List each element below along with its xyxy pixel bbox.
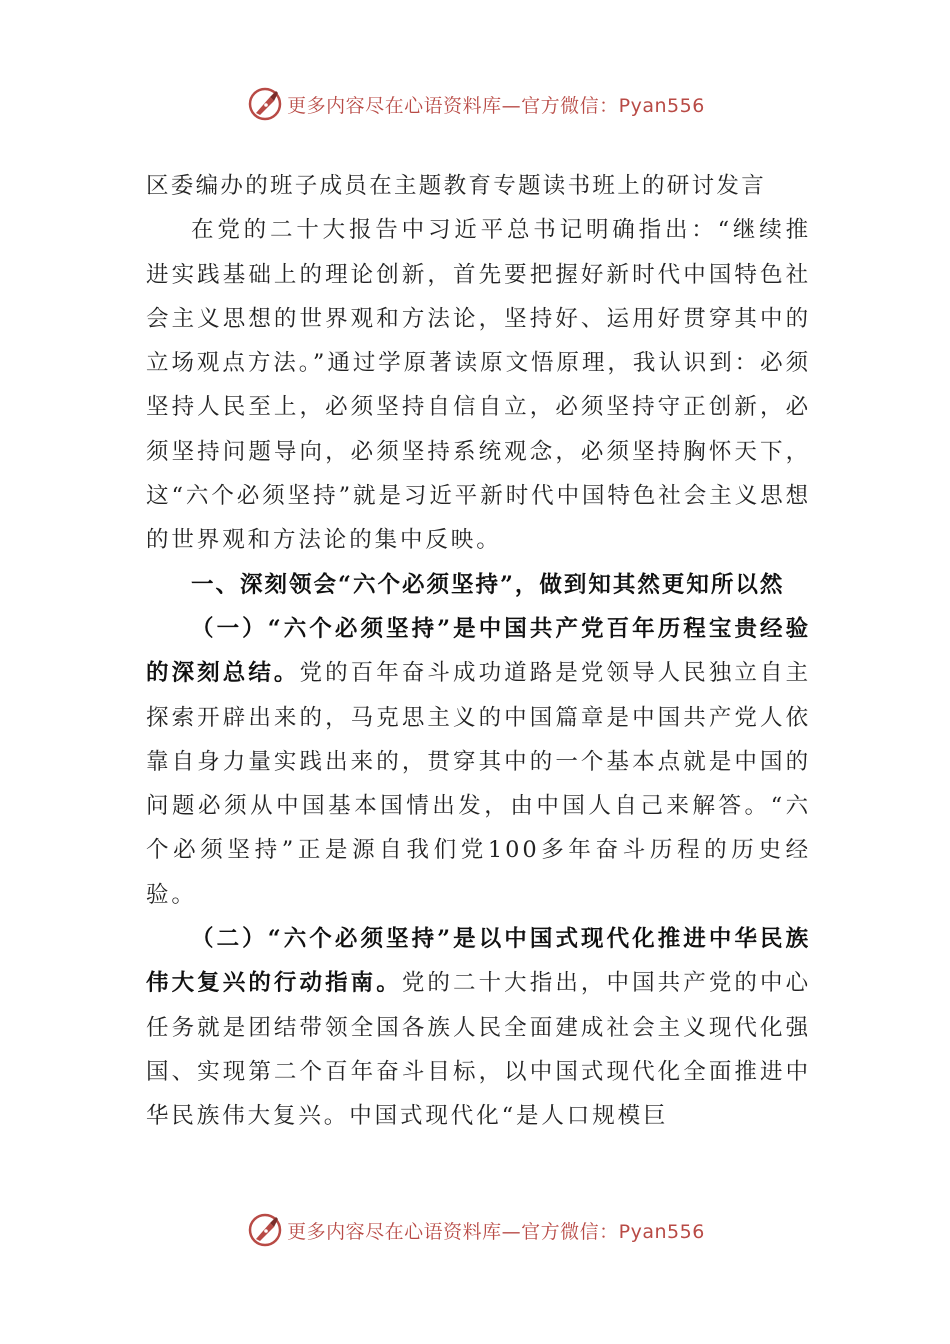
footer-watermark: [0, 1208, 950, 1252]
document-body: [146, 164, 811, 1139]
paragraph-intro: 在党的二十大报告中习近平总书记明确指出：“继续推进实践基础上的理论创新，首先要把握好新时代中国特色社会主义思想的世界观和方法论，坚持好、运用好贯穿其中的立场观点方法。”通过学原著读原文悟原理，我认识到：必须坚持人民至上，必须坚持自信自立，必须坚持守正创新，必须坚持问题导向，必须坚持系统观念，必须坚持胸怀天下，这“六个必须坚持”就是习近平新时代中国特色社会主义思想的世界观和方法论的集中反映。: [146, 217, 811, 554]
header-watermark: [0, 82, 950, 126]
subheading-1: （一）“六个必须坚持”是中国共产党百年历程宝贵经验的深刻总结。: [146, 615, 811, 687]
pen-nib-logo-icon: [245, 84, 285, 124]
paragraph-sub2: [146, 917, 811, 1138]
document-title: 区委编办的班子成员在主题教育专题读书班上的研讨发言: [146, 173, 767, 199]
paragraph-sub1-text: 党的百年奋斗成功道路是党领导人民独立自主探索开辟出来的，马克思主义的中国篇章是中国共产党人依靠自身力量实践出来的，贯穿其中的一个基本点就是中国的问题必须从中国基本国情出发，由中国人自己来解答。“六个必须坚持”正是源自我们党100多年奋斗历程的历史经验。: [146, 660, 811, 908]
paragraph-sub1: [146, 607, 811, 917]
section-heading-1: 一、深刻领会“六个必须坚持”，做到知其然更知所以然: [191, 571, 785, 598]
paragraph-sub2-text: 党的二十大指出，中国共产党的中心任务就是团结带领全国各族人民全面建成社会主义现代化强国、实现第二个百年奋斗目标，以中国式现代化全面推进中华民族伟大复兴。中国式现代化“是人口规模巨: [146, 970, 811, 1130]
footer-watermark-text: 更多内容尽在心语资料库—官方微信：Pyan556: [287, 1220, 705, 1243]
header-watermark-text: 更多内容尽在心语资料库—官方微信：Pyan556: [287, 94, 705, 117]
pen-nib-logo-icon: [245, 1210, 285, 1250]
subheading-2: （二）“六个必须坚持”是以中国式现代化推进中华民族伟大复兴的行动指南。: [146, 926, 811, 997]
